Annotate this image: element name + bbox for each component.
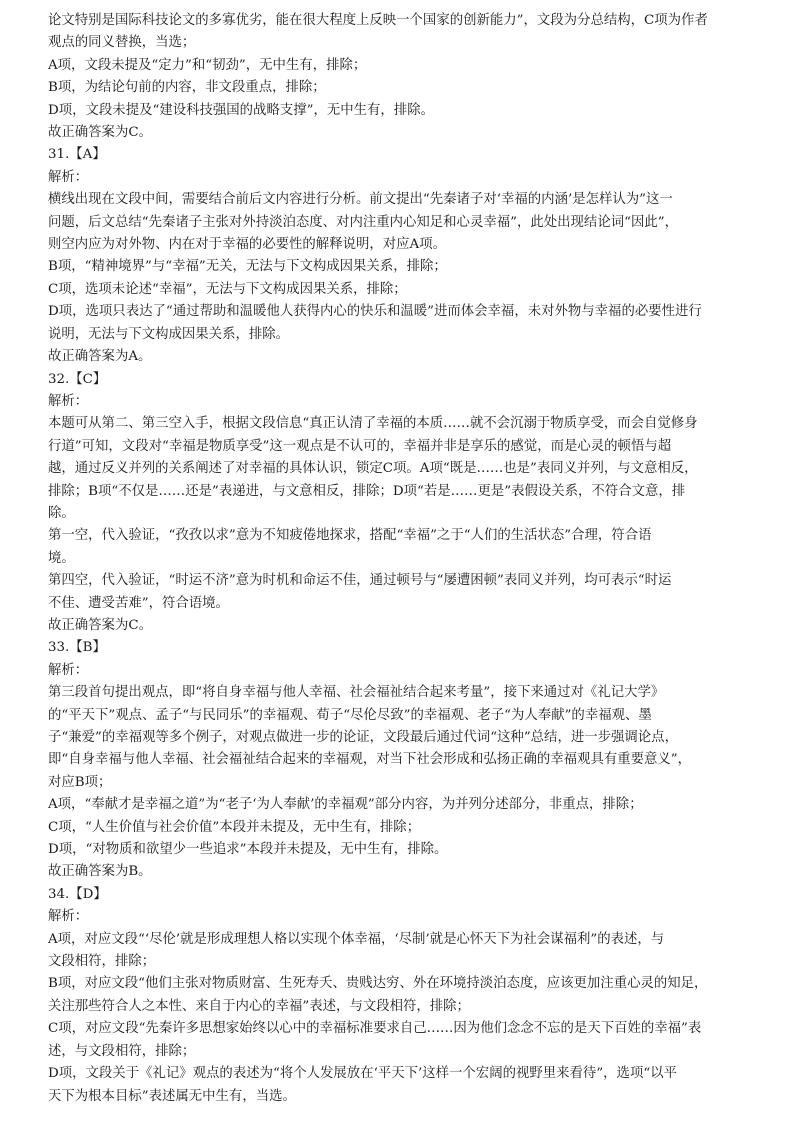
text-line: 除。 [48, 505, 75, 521]
answer-explanation-document [48, 10, 760, 1108]
text-line: A项，文段未提及“定力”和“韧劲”，无中生有，排除； [48, 57, 367, 73]
text-line: D项，文段未提及“建设科技强国的战略支撑”，无中生有，排除。 [48, 102, 434, 118]
text-line: 越，通过反义并列的关系阐述了对幸福的具体认识，锁定C项。A项“既是……也是”表同义并列，与文意相反， [48, 461, 698, 477]
text-line: 第四空，代入验证，“时运不济”意为时机和命运不佳，通过顿号与“屡遭困顿”表同义并列，均可表示“时运 [48, 573, 672, 589]
text-line: 文段相符，排除； [48, 954, 156, 970]
text-line: B项，为结论句前的内容，非文段重点，排除； [48, 80, 326, 96]
text-line: A项，对应文段“‘尽伦’就是形成理想人格以实现个体幸福，‘尽制’就是心怀天下为社会谋福利”的表述，与 [48, 931, 665, 947]
text-line: 第三段首句提出观点，即“将自身幸福与他人幸福、社会福祉结合起来考量”，接下来通过对《礼记大学》 [48, 685, 665, 701]
text-line: D项，选项只表达了“通过帮助和温暖他人获得内心的快乐和温暖”进而体会幸福，未对外物与幸福的必要性进行 [48, 304, 702, 320]
question-heading: 33.【B】 [48, 640, 106, 656]
text-line: 论文特别是国际科技论文的多寡优劣，能在很大程度上反映一个国家的创新能力”，文段为分总结构，C项为作者 [48, 13, 708, 28]
text-line: 对应B项； [48, 774, 112, 790]
text-line: 排除；B项“不仅是……还是”表递进，与文意相反，排除；D项“若是……更是”表假设关系，不符合文意，排 [48, 483, 686, 499]
text-line: 关注那些符合人之本性、来自于内心的幸福”表述，与文段相符，排除； [48, 998, 470, 1014]
text-line: 不佳、遭受苦难”，符合语境。 [48, 595, 229, 611]
text-line: 则空内应为对外物、内在对于幸福的必要性的解释说明，对应A项。 [48, 237, 446, 253]
text-line: C项，“人生价值与社会价值”本段并未提及，无中生有，排除； [48, 819, 421, 835]
analysis-label: 解析： [48, 909, 89, 925]
text-line: 横线出现在文段中间，需要结合前后文内容进行分析。前文提出“先秦诸子对‘幸福的内涵’是怎样认为”这一 [48, 192, 673, 208]
text-line: D项，“对物质和欲望少一些追求”本段并未提及，无中生有，排除。 [48, 842, 448, 858]
question-heading: 34.【D】 [48, 886, 107, 902]
text-line: 天下为根本目标”表述属无中生有，当选。 [48, 1088, 296, 1104]
text-line: 行道”可知，文段对“幸福是物质享受”这一观点是不认可的，幸福并非是享乐的感觉，而是心灵的顿悟与超 [48, 438, 672, 454]
answer-conclusion: 故正确答案为C。 [48, 125, 152, 141]
text-line: C项，对应文段“先秦许多思想家始终以心中的幸福标准要求自己……因为他们念念不忘的是天下百姓的幸福”表 [48, 1021, 702, 1037]
text-line: 子“兼爱”的幸福观等多个例子，对观点做进一步的论证，文段最后通过代词“这种”总结，进一步强调论点， [48, 730, 678, 745]
answer-conclusion: 故正确答案为B。 [48, 864, 152, 880]
text-line: D项，文段关于《礼记》观点的表述为“将个人发展放在‘平天下’这样一个宏阔的视野里来看待”，选项“以平 [48, 1066, 677, 1082]
text-line: 观点的同义替换，当选； [48, 35, 196, 51]
text-line: 述，与文段相符，排除； [48, 1043, 196, 1059]
text-line: C项，选项未论述“幸福”，无法与下文构成因果关系，排除； [48, 281, 407, 297]
answer-conclusion: 故正确答案为A。 [48, 349, 152, 365]
text-line: 的“平天下”观点、孟子“与民同乐”的幸福观、荀子“尽伦尽致”的幸福观、老子“为人奉献”的幸福观、墨 [48, 707, 652, 723]
text-line: 问题，后文总结“先秦诸子主张对外持淡泊态度、对内注重内心知足和心灵幸福”，此处出现结论词“因此”， [48, 214, 678, 230]
analysis-label: 解析： [48, 662, 89, 678]
text-line: 第一空，代入验证，“孜孜以求”意为不知疲倦地探求，搭配“幸福”之于“人们的生活状态”合理，符合语 [48, 528, 652, 544]
text-line: 说明，无法与下文构成因果关系，排除。 [48, 326, 290, 342]
text-line: 境。 [48, 550, 75, 566]
text-line: 本题可从第二、第三空入手，根据文段信息“真正认清了幸福的本质……就不会沉溺于物质享受，而会自觉修身 [48, 416, 698, 432]
text-line: 即“自身幸福与他人幸福、社会福祉结合起来的幸福观，对当下社会形成和弘扬正确的幸福观具有重要意义”， [48, 752, 692, 768]
analysis-label: 解析： [48, 393, 89, 409]
question-heading: 31.【A】 [48, 147, 106, 163]
text-line: A项，“奉献才是幸福之道”为“老子‘为人奉献’的幸福观”部分内容，为并列分述部分，非重点，排除； [48, 797, 643, 813]
text-line: B项，对应文段“他们主张对物质财富、生死寿夭、贵贱达穷、外在环境持淡泊态度，应该更加注重心灵的知足， [48, 976, 708, 992]
answer-conclusion: 故正确答案为C。 [48, 617, 152, 633]
text-line: B项，“精神境界”与“幸福”无关，无法与下文构成因果关系，排除； [48, 259, 447, 275]
question-heading: 32.【C】 [48, 371, 107, 387]
analysis-label: 解析： [48, 169, 89, 185]
